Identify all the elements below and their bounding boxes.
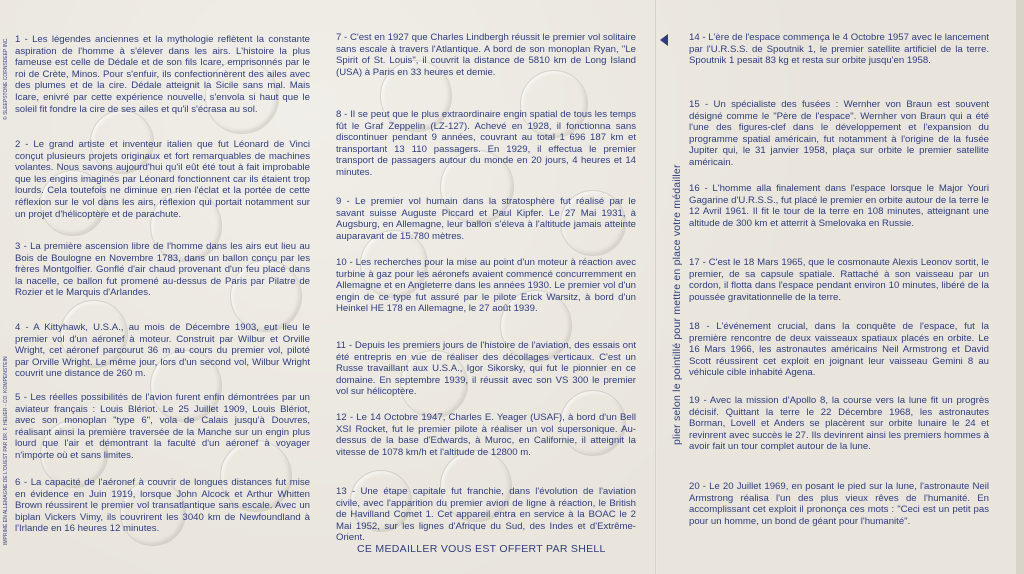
history-item-7: 7 - C'est en 1927 que Charles Lindbergh réussit le premier vol solitaire sans escale à travers l'Atlantique. A bord de son monoplan Ryan, "Le Spirit of St. Louis", il couvrit la distance de 5810 km de Long Island (USA) à Paris en 33 heures et demie.: [336, 32, 636, 78]
fold-instruction: plier selon le pointillé pour mettre en place votre médailler: [671, 164, 683, 445]
footer-offer: CE MEDAILLER VOUS EST OFFERT PAR SHELL: [357, 543, 606, 555]
history-item-4: 4 - A Kittyhawk, U.S.A., au mois de Décembre 1903, eut lieu le premier vol d'un aéronef à moteur. Construit par Wilbur et Orville Wright, cet aéronef parcourut 36 m au cours du premier vol, piloté par Orville Wright. Le même jour, lors d'un second vol, Wilbur Wright couvrit une distance de 260 m.: [15, 322, 310, 380]
fold-line: [655, 0, 657, 574]
history-item-8: 8 - Il se peut que le plus extraordinaire engin spatial de tous les temps fût le Graf Zeppelin (LZ-127). Achevé en 1928, il fonctionna sans discontinuer pendant 9 années, couvrant au total 1 696 187 km et transportant 13 110 passagers. En 1929, il effectua le premier transport de passagers autour du monde en 20 jours, 4 heures et 14 minutes.: [336, 109, 636, 178]
history-item-11: 11 - Depuis les premiers jours de l'histoire de l'aviation, des essais ont été entrepris en vue de réaliser des décollages verticaux. C'est un Russe travaillant aux U.S.A., Igor Sikorsky, qui fut le pionnier en ce domaine. En septembre 1939, il réussit avec son VS 300 le premier vol sur hélicoptère.: [336, 340, 636, 398]
history-item-1: 1 - Les légendes anciennes et la mythologie reflètent la constante aspiration de l'homme à s'élever dans les airs. L'histoire la plus fameuse est celle de Dédale et de son fils Icare, emprisonnés par le roi de Crète, Minos. Pour s'enfuir, ils confectionnèrent des ailes avec des plumes et de la cire. Dédale atteignit la Sicile sans mal. Mais Icare, enivré par cette expérience nouvelle, s'envola si haut que le soleil fit fondre la cire de ses ailes et qu'il s'écrasa au sol.: [15, 34, 310, 115]
imprint-text: IMPRIMÉ EN ALLEMAGNE DE L'OUEST PAR DR. F. HEUER - CO. KOMPENSTEIN: [3, 356, 9, 545]
history-item-13: 13 - Une étape capitale fut franchie, dans l'évolution de l'aviation civile, avec l'apparition du premier avion de ligne à réaction, le British de Havilland Comet 1. Cet appareil entra en service à la BOAC le 2 Mai 1952, sur les lignes d'Afrique du Sud, des Indes et d'Extrême-Orient.: [336, 486, 636, 544]
history-item-2: 2 - Le grand artiste et inventeur italien que fut Léonard de Vinci conçut plusieurs projets originaux et fort remarquables de machines volantes. Nous savons aujourd'hui qu'il eût été tout à fait improbable que les engins imaginés par Léonard fonctionnent car ils étaient trop lourds. Cela toutefois ne diminue en rien l'éclat et la portée de cette réflexion sur le vol dans les airs, réflexion qui portait notamment sur un projet d'hélicoptère et de parachute.: [15, 139, 310, 220]
history-item-10: 10 - Les recherches pour la mise au point d'un moteur à réaction avec turbine à gaz pour les aéronefs avaient commencé concurremment en Allemagne et en Angleterre dans les années 1930. Le premier vol d'un engin de ce type fut assuré par le pilote Erick Warsitz, à bord d'un Heinkel HE 178 en Allemagne, le 27 août 1939.: [336, 257, 636, 315]
history-item-17: 17 - C'est le 18 Mars 1965, que le cosmonaute Alexis Leonov sortit, le premier, de sa capsule spatiale. Rattaché à son vaisseau par un cordon, il flotta dans l'espace pendant environ 10 minutes, libéré de la poussée gravitationnelle de la terre.: [689, 257, 989, 303]
history-item-6: 6 - La capacité de l'aéronef à couvrir de longues distances fut mise en évidence en Juin 1919, lorsque John Alcock et Arthur Whitten Brown réussirent le premier vol transatlantique sans escale. Avec un biplan Vickers Vimy, ils couvrirent les 3040 km de Newfoundland à l'Irlande en 16 heures 12 minutes.: [15, 477, 310, 535]
history-item-9: 9 - Le premier vol humain dans la stratosphère fut réalisé par le savant suisse Auguste Piccard et Paul Kipfer. Le 27 Mai 1931, à Augsburg, en Allemagne, leur ballon s'éleva à l'altitude jamais atteinte auparavant de 15.780 mètres.: [336, 196, 636, 242]
history-item-18: 18 - L'événement crucial, dans la conquête de l'espace, fut la première rencontre de deux vaisseaux spatiaux placés en orbite. Le 16 Mars 1966, les astronautes américains Neil Armstrong et David Scott réussirent cet exploit en joignant leur vaisseau Gemini 8 au véhicule cible inhabité Agena.: [689, 321, 989, 379]
history-item-14: 14 - L'ère de l'espace commença le 4 Octobre 1957 avec le lancement par l'U.R.S.S. de Spoutnik 1, le premier satellite artificiel de la terre. Spoutnik 1 pesait 83 kg et resta sur orbite jusqu'en 1958.: [689, 32, 989, 67]
history-item-20: 20 - Le 20 Juillet 1969, en posant le pied sur la lune, l'astronaute Neil Armstrong réalisa l'un des plus vieux rêves de l'humanité. En accomplissant cet exploit il prononça ces mots : "Ceci est un petit pas pour un homme, un bond de géant pour l'humanité".: [689, 481, 989, 527]
arrow-left-icon: [660, 34, 668, 46]
history-item-19: 19 - Avec la mission d'Apollo 8, la course vers la lune fit un progrès décisif. Quittant la terre le 22 Décembre 1968, les astronautes Borman, Lovell et Anders se placèrent sur orbite lunaire le 24 et revinrent avec succès le 27. Ils devinrent ainsi les premiers hommes à avoir fait un tour complet autour de la lune.: [689, 395, 989, 453]
history-item-16: 16 - L'homme alla finalement dans l'espace lorsque le Major Youri Gagarine d'U.R.S.S., fut placé le premier en orbite autour de la terre le 12 Avril 1961. Il fit le tour de la terre en 108 minutes, atteignant une altitude de 300 km et atterrit à Smelovaka en Russie.: [689, 183, 989, 229]
history-item-12: 12 - Le 14 Octobre 1947, Charles E. Yeager (USAF), à bord d'un Bell XSI Rocket, fut le premier pilote à réaliser un vol supersonique. Au-dessus de la base d'Edwards, à Muroc, en Californie, il atteignit la vitesse de 1078 km/h et l'altitude de 12800 m.: [336, 412, 636, 458]
history-item-3: 3 - La première ascension libre de l'homme dans les airs eut lieu au Bois de Boulogne en Novembre 1783, dans un ballon conçu par les frères Montgolfier. Gonflé d'air chaud provenant d'un feu placé dans la nacelle, ce ballon fut promené au-dessus de Paris par Pilatre de Rozier et le Marquis d'Arlandes.: [15, 241, 310, 299]
copyright-text: © SLEEPSTONE CORNSDEEP INC.: [3, 37, 9, 120]
history-item-5: 5 - Les réelles possibilités de l'avion furent enfin démontrées par un aviateur français : Louis Blériot. Le 25 Juillet 1909, Louis Blériot, avec son monoplan "type 6", vola de Calais jusqu'à Douvres, réalisant ainsi la première traversée de la Manche sur un engin plus lourd que l'air et démontrant la faculté d'un aéronef à voyager n'importe où et sans limites.: [15, 392, 310, 461]
history-item-15: 15 - Un spécialiste des fusées : Wernher von Braun est souvent désigné comme le "Père de l'espace". Wernher von Braun qui a été l'une des figures-clef dans le développement et l'expansion du programme spatial américain, fut notamment à l'origine de la fusée Jupiter qui, le 31 janvier 1958, plaça sur orbite le premier satellite américain.: [689, 99, 989, 168]
page-edge: [1016, 0, 1024, 574]
